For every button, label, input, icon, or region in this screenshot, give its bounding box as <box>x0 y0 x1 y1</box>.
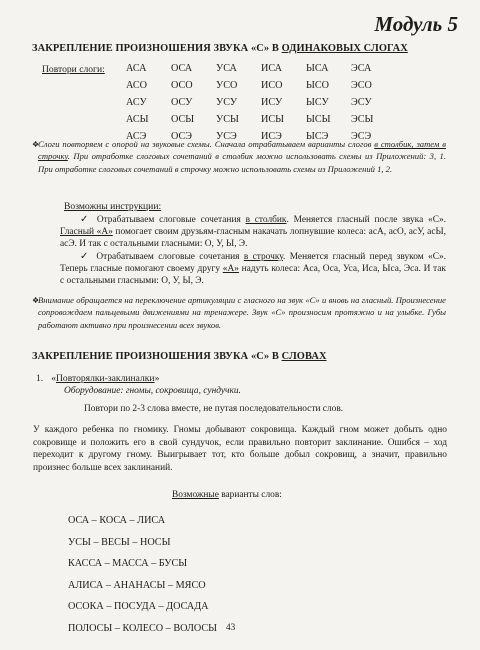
instruction-row <box>60 251 446 288</box>
syllable-cell: ЭСЫ <box>351 114 374 125</box>
syllable-cell: ЫСА <box>306 63 329 74</box>
step2-underlined-a: в строчку <box>243 252 283 262</box>
module-title: Модуль 5 <box>374 12 458 36</box>
syllable-cell: АСЭ <box>126 131 147 142</box>
game-number: 1. <box>36 373 44 384</box>
game-description: У каждого ребенка по гномику. Гномы добывают сокровища. Каждый гном может добыть одно сокровище и положить его в свой сундучок, если правильно повторит заклинание. Ошибся – ход переходит к другому гному. Выигрывает тот, кто больше добыл сокровищ, а значит, правильно произнес больше всех заклинаний. <box>33 425 447 473</box>
section2-heading-underlined: СЛОВАХ <box>281 351 327 362</box>
checkmark-icon: ✓ <box>80 214 91 225</box>
syllable-cell: ЫСЭ <box>306 131 329 142</box>
syllable-cell: ЭСА <box>351 63 372 74</box>
variants-underlined: Возможные <box>172 490 219 500</box>
syllable-cell: ЫСЫ <box>306 114 331 125</box>
instructions-label: Возможны инструкции: <box>64 201 162 212</box>
syllable-cell: ЭСО <box>351 80 372 91</box>
syllable-cell: ОСА <box>171 63 193 74</box>
word-list <box>68 510 217 640</box>
syllable-row <box>126 77 396 94</box>
note1-text-a: Слоги повторяем с опорой на звуковые схемы. Сначала отрабатываем варианты слогов <box>38 139 375 149</box>
step1-underlined-a: в столбик <box>245 215 287 225</box>
page-number: 43 <box>226 622 236 632</box>
word-line: ПОЛОСЫ – КОЛЕСО – ВОЛОСЫ <box>68 622 218 634</box>
syllable-cell: АСУ <box>126 97 147 108</box>
syllable-cell: ОСЫ <box>171 114 195 125</box>
syllable-cell: ОСЭ <box>171 131 193 142</box>
game-title-close-quote: » <box>154 373 160 384</box>
diamond-bullet-icon: ❖ <box>32 140 40 149</box>
syllable-cell: ИСУ <box>261 97 283 108</box>
word-line: ОСОКА – ПОСУДА – ДОСАДА <box>68 601 209 613</box>
note-syllable-schemes <box>38 138 446 175</box>
checkmark-icon: ✓ <box>80 251 91 262</box>
diamond-bullet-icon: ❖ <box>32 296 40 305</box>
syllable-cell: ИСЭ <box>261 131 282 142</box>
syllable-cell: УСЫ <box>216 114 239 125</box>
note1-text-underlined: в столбик, затем в строчку <box>38 139 446 162</box>
syllable-row <box>126 60 396 77</box>
syllable-cell: УСО <box>216 80 238 91</box>
syllable-table <box>126 60 396 145</box>
syllable-cell: АСЫ <box>126 114 149 125</box>
step1-text-b: . Меняется гласный после звука «С». <box>286 215 446 225</box>
syllable-cell: ЭСУ <box>351 97 372 108</box>
note1-text-b: . При отработке слоговых сочетаний в столбик можно использовать схемы из Приложений: 3, 1. При отработке слоговых сочетаний в строчку можно использовать схемы из Приложений 1, 2. <box>38 151 446 174</box>
section1-heading-underlined: ОДИНАКОВЫХ СЛОГАХ <box>281 43 408 54</box>
variants-rest: варианты слов: <box>218 490 282 500</box>
syllable-cell: АСО <box>126 80 148 91</box>
syllable-row <box>126 94 396 111</box>
section2-heading-text: ЗАКРЕПЛЕНИЕ ПРОИЗНОШЕНИЯ ЗВУКА «С» В <box>32 351 282 362</box>
syllable-cell: УСА <box>216 63 237 74</box>
step2-text-b: . Меняется гласный перед звуком «С». Теперь гласные помогают своему другу <box>60 252 446 275</box>
step2-text-a: Отрабатываем слоговые сочетания <box>96 252 244 262</box>
game-title <box>36 373 159 384</box>
syllable-row <box>126 111 396 128</box>
note-articulation: Внимание обращается на переключение артикуляции с гласного на звук «С» и вновь на гласный. Произнесение сопровождаем пальцевыми движениями на тренажере. Звук «С» произносим протяжно и на улыбке. Губы работают активно при произнесении всех звуков. <box>38 295 446 330</box>
syllable-cell: ЫСО <box>306 80 330 91</box>
syllable-cell: ЫСУ <box>306 97 329 108</box>
syllable-cell: ОСУ <box>171 97 193 108</box>
word-line: АЛИСА – АНАНАСЫ – МЯСО <box>68 579 206 591</box>
step1-text-c: помогает своим друзьям-гласным накачать лопнувшие колеса: асА, асО, асУ, асЫ, асЭ. И так с остальными гласными: О, У, Ы, Э. <box>60 227 446 250</box>
step2-underlined-b: «А» <box>222 264 239 275</box>
repeat-words-text: Повтори по 2-3 слова вместе, не путая последовательности слов. <box>84 404 344 414</box>
game-title-text: Повторялки-заклиналки <box>56 373 155 384</box>
step1-text-a: Отрабатываем слоговые сочетания <box>96 215 246 225</box>
syllable-cell: ИСЫ <box>261 114 285 125</box>
variants-label <box>172 490 282 500</box>
section2-heading <box>32 351 327 362</box>
syllable-cell: ЭСЭ <box>351 131 372 142</box>
word-line: КАССА – МАССА – БУСЫ <box>68 558 188 570</box>
word-line: ОСА – КОСА – ЛИСА <box>68 515 166 526</box>
syllable-cell: УСЭ <box>216 131 237 142</box>
syllable-cell: ИСА <box>261 63 283 74</box>
step1-underlined-b: Гласный «А» <box>60 227 113 238</box>
equipment-text: Оборудование: гномы, сокровища, сундучки. <box>64 386 241 396</box>
syllable-cell: ОСО <box>171 80 193 91</box>
section1-heading-text: ЗАКРЕПЛЕНИЕ ПРОИЗНОШЕНИЯ ЗВУКА «С» В <box>32 43 282 54</box>
step2-text-c: надуть колеса: Аса, Оса, Уса, Иса, Ыса, Эса. И так с остальными гласными: О, У, Ы, Э. <box>60 264 446 287</box>
word-line: УСЫ – ВЕСЫ – НОСЫ <box>68 536 171 548</box>
repeat-syllables-label: Повтори слоги: <box>42 64 105 75</box>
instruction-column <box>60 214 446 251</box>
game-title-open-quote: « <box>51 373 56 384</box>
syllable-cell: УСУ <box>216 97 238 108</box>
syllable-cell: ИСО <box>261 80 283 91</box>
syllable-cell: АСА <box>126 63 147 74</box>
section1-heading <box>32 43 408 54</box>
